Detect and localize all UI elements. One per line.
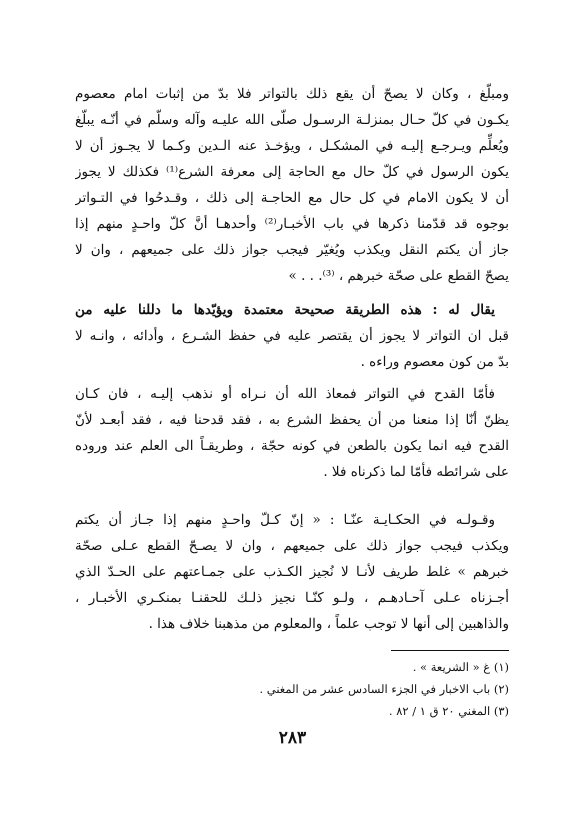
paragraph-line: القدح فيه انما يكون بالطعن في كونه حجّة ، وطريقـاً الى العلم عند وروده [75,438,509,454]
footnote-2: (٢) باب الاخبار في الجزء السادس عشر من المغني . [259,682,509,696]
paragraph-line: جاز أن يكتم النقل ويكذب ويُغيّر فيجب جواز ذلك على جميعهم ، وان لا [75,242,509,258]
paragraph-line: على شرائطه فأمّا لما ذكرناه فلا . [323,464,509,480]
paragraph-line: قبل ان التواتر لا يجوز أن يقتصر عليه في حفظ الشـرع ، وأدائه ، وانـه لا [75,328,509,344]
paragraph-line: يظنّ أنّا إذا منعنا من أن يحفظ الشرع به ، فقد قدحنا فيه ، فقد أبعـد لأنّ [75,412,509,428]
paragraph-line: أجـزناه عـلى آحـادهـم ، ولـو كنّـا نجيز ذلـك للحقنـا بمنكـري الأخبـار ، [75,590,509,606]
paragraph-2 [75,297,509,375]
footnote-1: (١) غ « الشريعة » . [412,660,509,674]
paragraph-line: يكون الرسول في كلّ حال مع الحاجة إلى معرفة الشرع⁽¹⁾ فكذلك لا يجوز [75,164,509,180]
page-number: ٢٨٣ [278,728,307,748]
paragraph-line: وقـولـه في الحكـايـة عنّـا : « إنّ كـلّ واحـدٍ منهم إذا جـاز أن يكتم [75,512,495,528]
paragraph-line: يكـون في كلّ حـال بمنزلـة الرسـول صلّى الله عليـه وآله وسلّم في أنّـه يبلّغ [75,112,509,128]
paragraph-line: أن لا يكون الامام في كل حال مع الحاجـة إلى ذلك ، وقـدحُوا في التـواتر [75,190,509,206]
paragraph-line: ومبلّغ ، وكان لا يصحّ أن يقع ذلك بالتواتر فلا بدّ من إثبات امام معصوم [75,86,509,102]
paragraph-line: يصحّ القطع على صحّة خبرهم ، ⁽³⁾. . . » [288,268,509,284]
paragraph-4 [75,507,509,637]
paragraph-line: فأمّا القدح في التواتر فمعاذ الله أن نـراه أو نذهب إليـه ، فان كـان [75,386,495,402]
paragraph-line: ويُعلِّم ويـرجـع إليـه في المشكـل ، ويؤخـذ عنه الـدين وكـما لا يجـوز أن لا [75,138,509,154]
footnote-3: (٣) المغني ٢٠ ق ١ / ٨٢ . [388,704,509,718]
paragraph-line: بدّ من كون معصوم وراءه . [360,354,509,370]
footnote-separator [391,650,509,651]
paragraph-1 [75,81,509,289]
paragraph-3 [75,381,509,485]
paragraph-line: بوجوه قد قدّمنا ذكرها في باب الأخبـار⁽²⁾ وأحدهـا أنَّ كلّ واحـدٍ منهم إذا [75,216,509,232]
footnotes [75,656,509,722]
paragraph-line: والذاهبين إلى أنها لا توجب علماً ، والمعلوم من مذهبنا خلاف هذا . [148,616,509,632]
paragraph-line: خبرهم » غلط طريف لأنـا لا نُجيز الكـذب على جمـاعتهم على الحـدّ الذي [75,564,509,580]
paragraph-line: ويكذب فيجب جواز ذلك على جميعهم ، وان لا يصـحّ القطع عـلى صحّة [75,538,509,554]
paragraph-line: يقال له : هذه الطريقة صحيحة معتمدة ويؤيّدها ما دللنا عليه من [75,302,495,318]
